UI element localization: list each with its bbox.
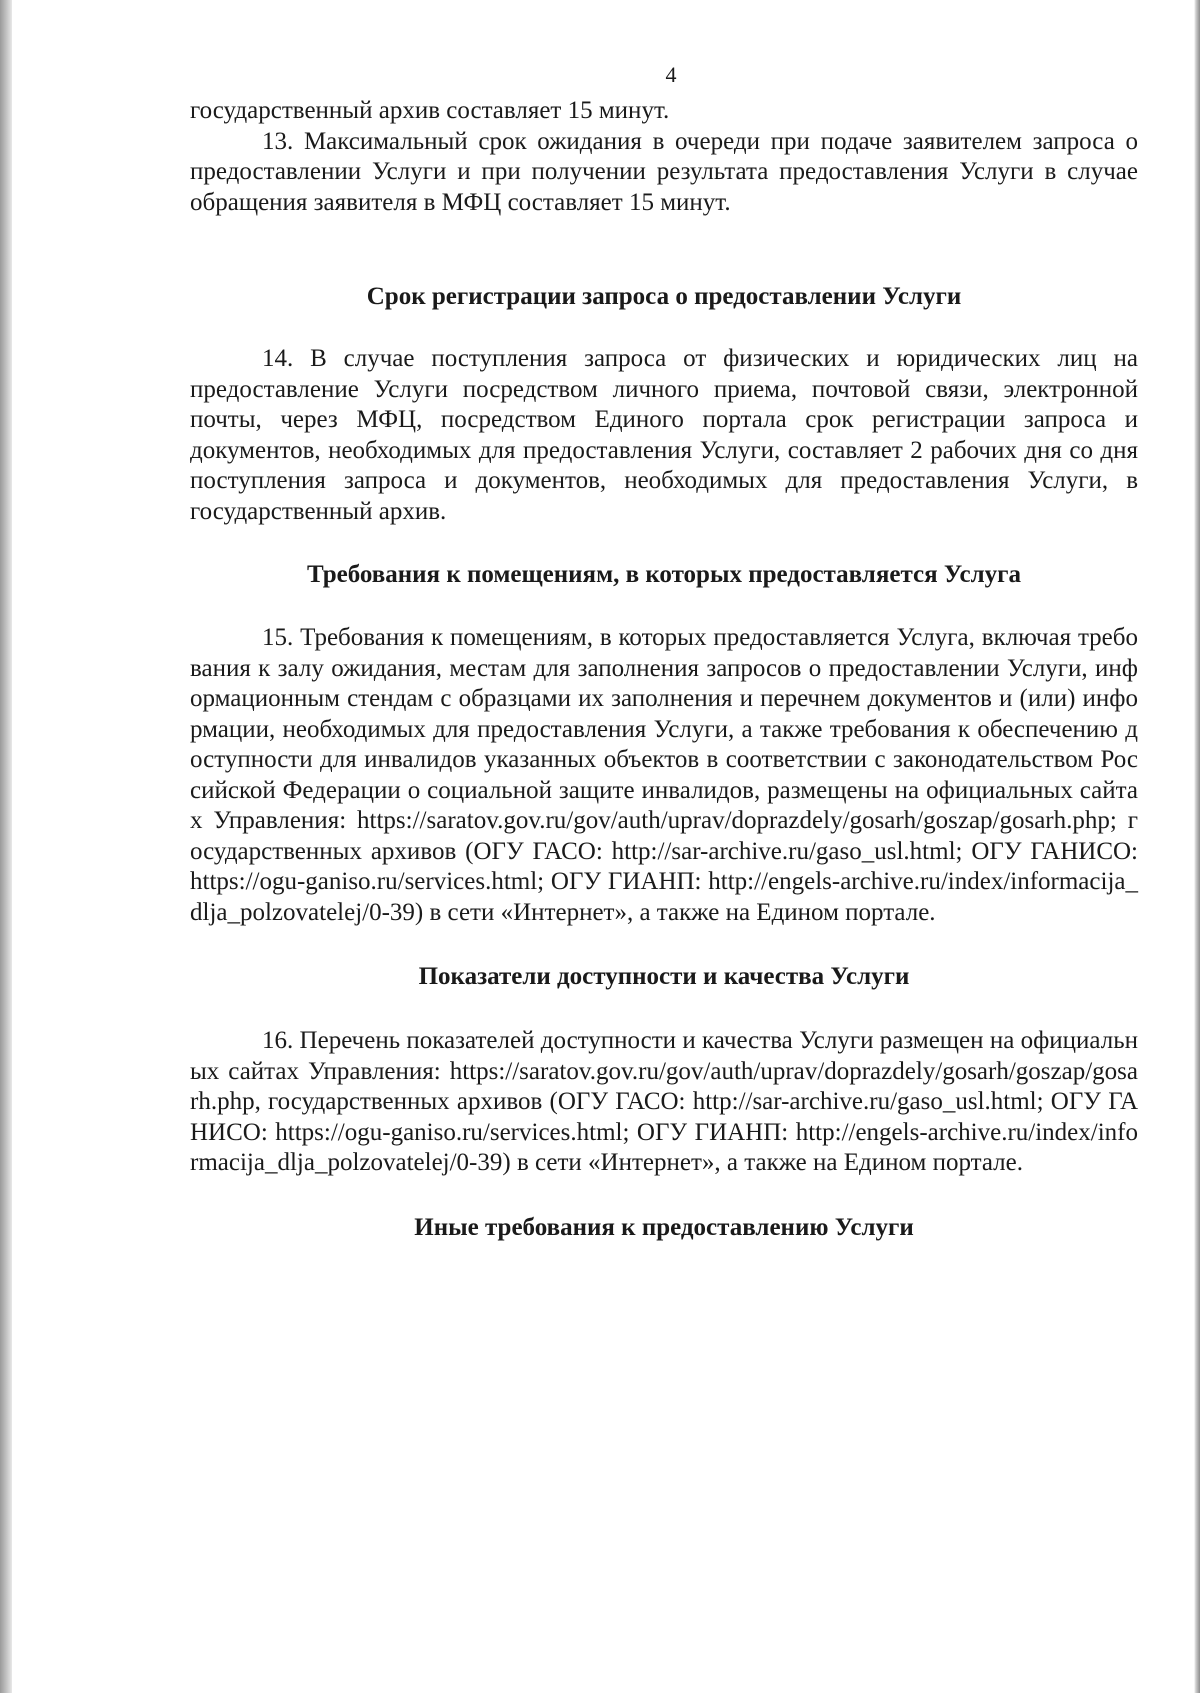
paragraph-13: 13. Максимальный срок ожидания в очереди при подаче заявителем запроса о предоставлении Услуги и при получении результата предоставления Услуги в случае обращения заявителя в МФЦ составляет 15 минут. xyxy=(190,127,1138,216)
paragraph-12-continuation: государственный архив составляет 15 минут. xyxy=(190,97,670,124)
heading-registration-term: Срок регистрации запроса о предоставлении Услуги xyxy=(366,283,962,310)
paragraph-16: 16. Перечень показателей доступности и качества Услуги размещен на официальных сайтах Управления: https://saratov.gov.ru/gov/auth/uprav/doprazdely/gosarh/goszap/gosarh.php, государственных архивов (ОГУ ГАСО: http://sar-archive.ru/gaso_usl.html; ОГУ ГАНИСО: https://ogu-ganiso.ru/services.html; ОГУ ГИАНП: http://engels-archive.ru/index/informacija_dlja_polzovatelej/0-39) в сети «Интернет», а также на Едином портале. xyxy=(190,1027,1138,1176)
scan-left-edge xyxy=(0,0,12,1693)
scan-right-edge xyxy=(1194,0,1200,1693)
paragraph-14: 14. В случае поступления запроса от физических и юридических лиц на предоставление Услуги посредством личного приема, почтовой связи, электронной почты, через МФЦ, посредством Единого портала срок регистрации запроса и документов, необходимых для предоставления Услуги, составляет 2 рабочих дня со дня поступления запроса и документов, необходимых для предоставления Услуги, в государственный архив. xyxy=(190,345,1138,525)
heading-other-requirements: Иные требования к предоставлению Услуги xyxy=(414,1213,914,1241)
heading-accessibility-indicators: Показатели доступности и качества Услуги xyxy=(418,963,910,990)
heading-premises-requirements: Требования к помещениям, в которых предоставляется Услуга xyxy=(306,561,1022,588)
page-number: 4 xyxy=(665,62,677,87)
paragraph-15: 15. Требования к помещениям, в которых предоставляется Услуга, включая требования к залу ожидания, местам для заполнения запросов о предоставлении Услуги, информационным стендам с образцами их заполнения и перечнем документов и (или) информации, необходимых для предоставления Услуги, а также требования к обеспечению доступности для инвалидов указанных объектов в соответствии с законодательством Российской Федерации о социальной защите инвалидов, размещены на официальных сайтах Управления: https://saratov.gov.ru/gov/auth/uprav/doprazdely/gosarh/goszap/gosarh.php; г осударственных архивов (ОГУ ГАСО: http://sar-archive.ru/gaso_usl.html; ОГУ ГАНИСО: https://ogu-ganiso.ru/services.html; ОГУ ГИАНП: http://engels-archive.ru/index/informacija_dlja_polzovatelej/0-39) в сети «Интернет», а также на Едином портале. xyxy=(190,624,1138,926)
document-page xyxy=(190,60,1138,1243)
